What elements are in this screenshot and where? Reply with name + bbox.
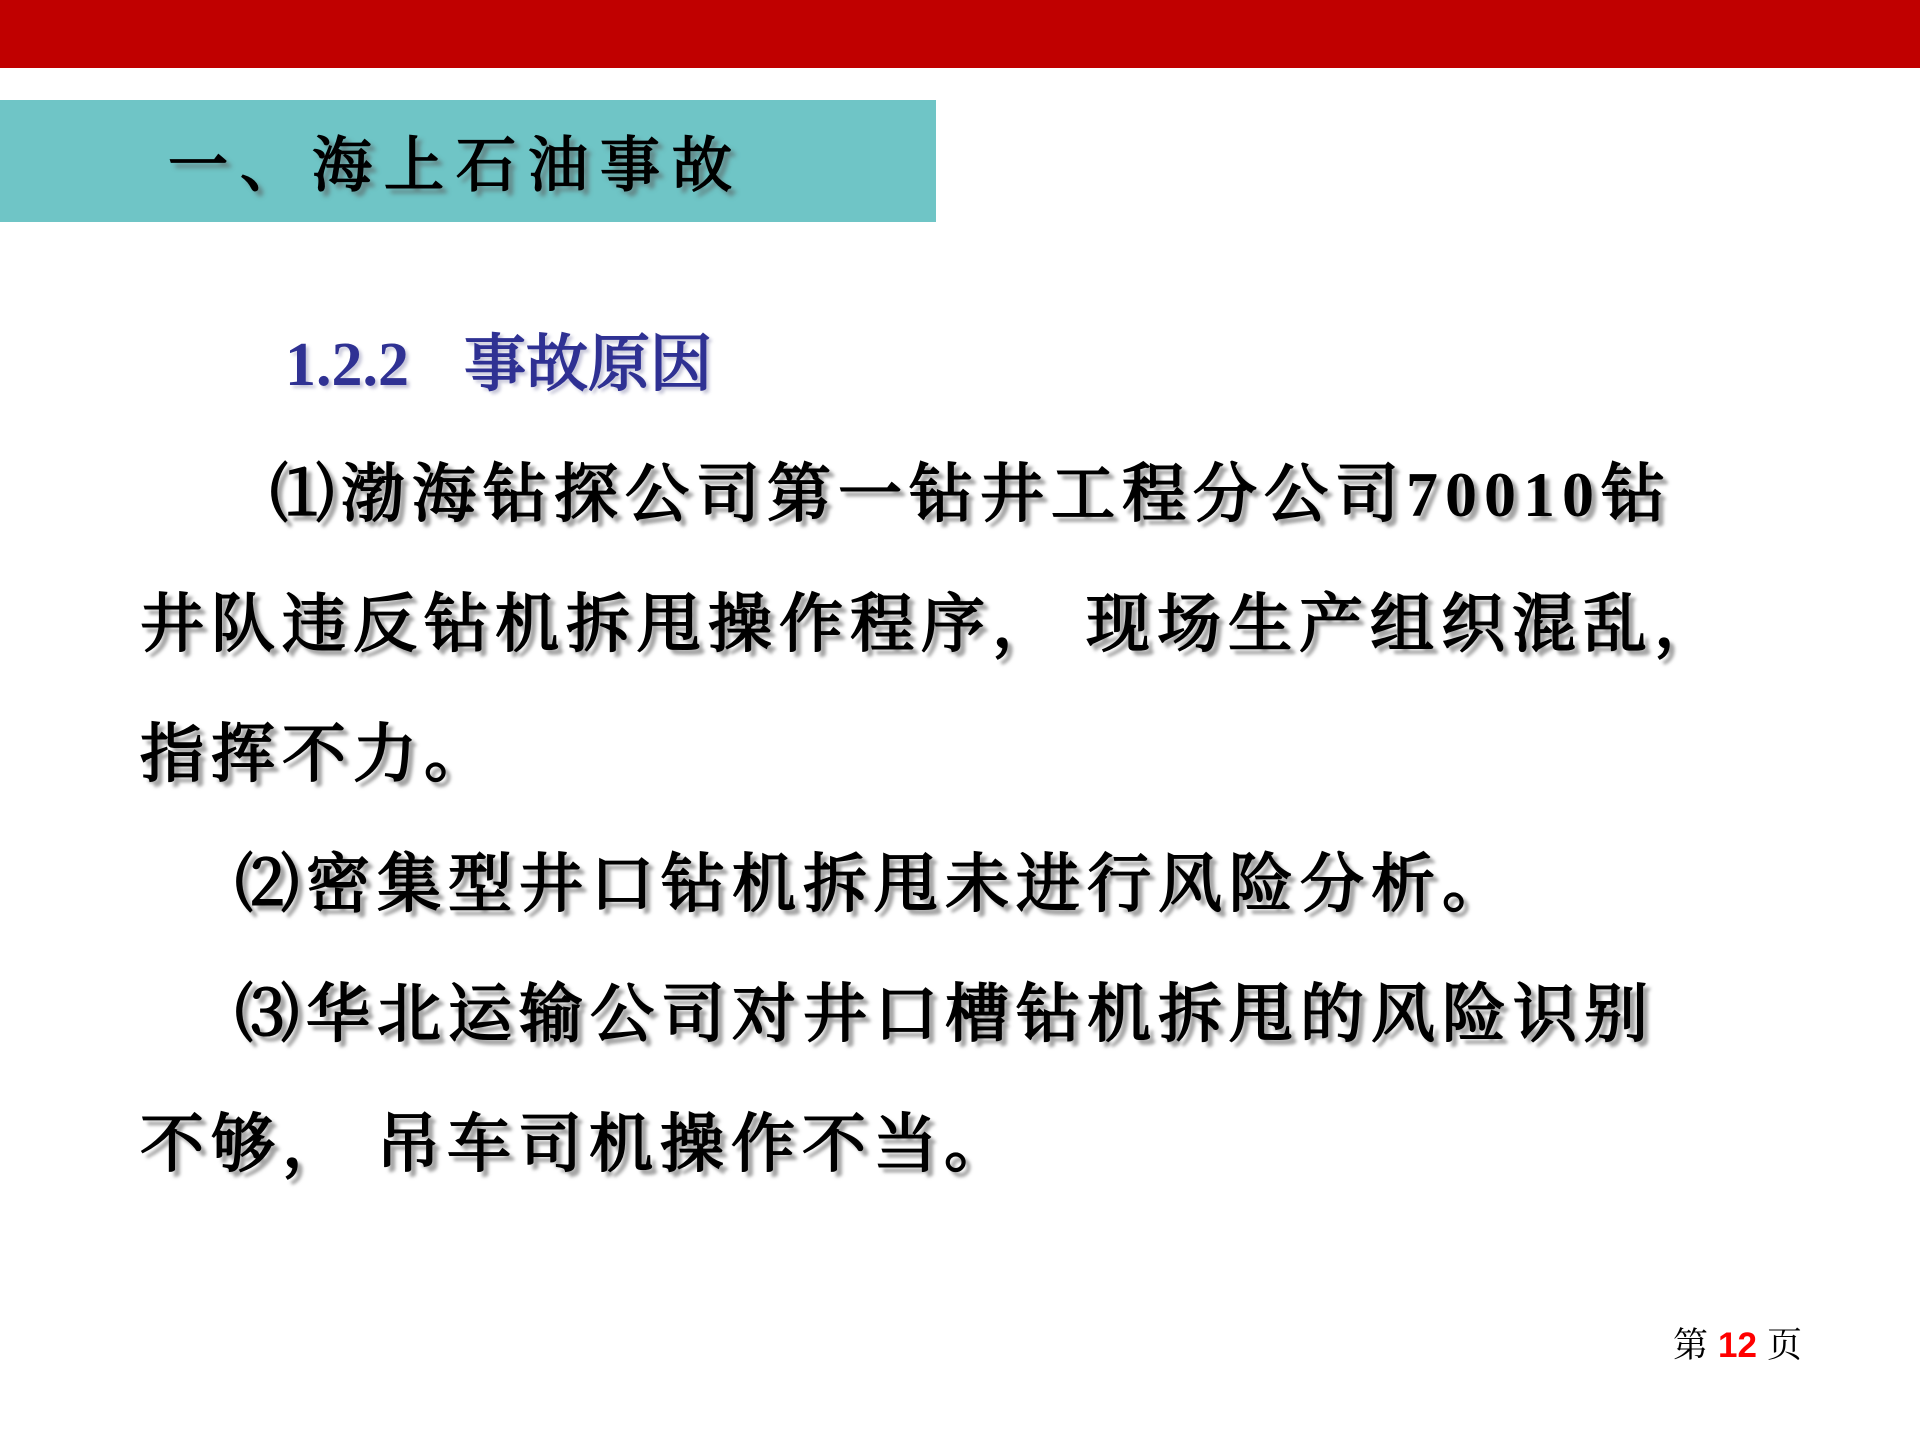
body-text-line: 指挥不力。 [140, 719, 495, 790]
top-red-bar [0, 0, 1920, 68]
page-number-footer [1673, 1318, 1802, 1368]
body-text-line: ⑶华北运输公司对井口槽钻机拆甩的风险识别 [235, 979, 1655, 1050]
subsection-title: 事故原因 [464, 331, 713, 399]
body-text-line: ⑵密集型井口钻机拆甩未进行风险分析。 [235, 849, 1513, 920]
slide-body [140, 300, 1840, 1210]
page-number-prefix: 第 [1673, 1326, 1709, 1365]
subsection-heading [140, 300, 1840, 430]
page-number-value: 12 [1718, 1326, 1757, 1365]
body-text-line: 不够， 吊车司机操作不当。 [140, 1109, 1015, 1180]
body-text-line: 井队违反钻机拆甩操作程序， 现场生产组织混乱， [140, 589, 1725, 660]
subsection-number: 1.2.2 [285, 331, 409, 399]
page-number-suffix: 页 [1766, 1326, 1802, 1365]
body-text-line: ⑴渤海钻探公司第一钻井工程分公司70010钻 [270, 459, 1672, 530]
section-header-band [0, 100, 936, 222]
section-header-title: 一、海上石油事故 [168, 133, 744, 199]
